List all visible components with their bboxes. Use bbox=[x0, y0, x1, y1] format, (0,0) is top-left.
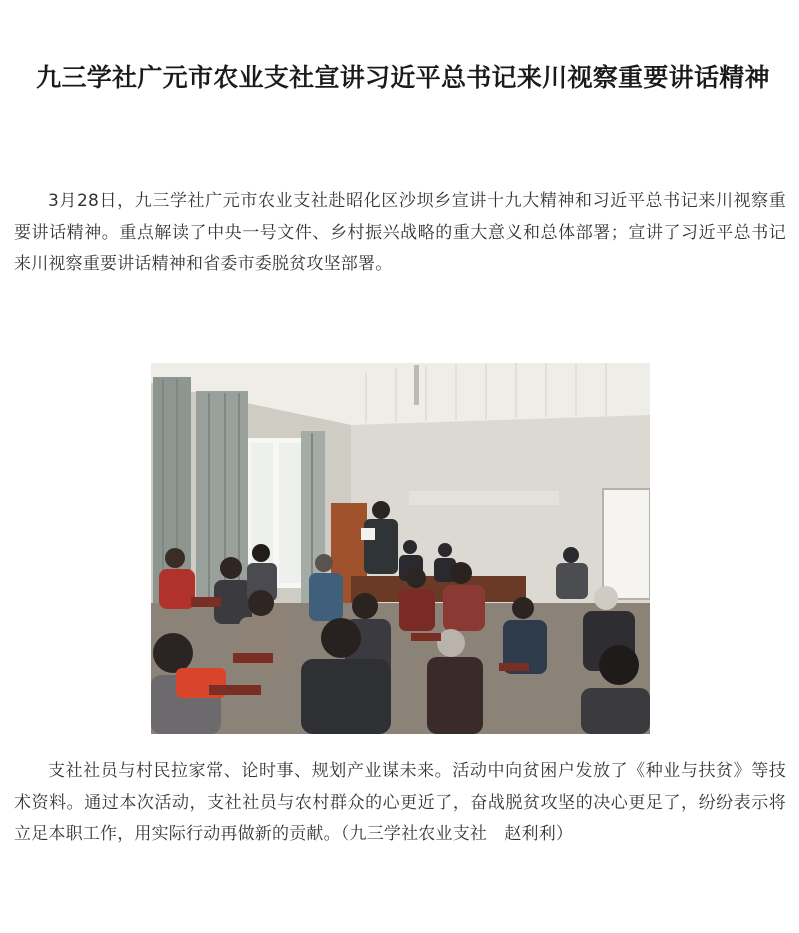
ceiling-fan bbox=[414, 365, 419, 405]
article-paragraph-2: 支社社员与村民拉家常、论时事、规划产业谋未来。活动中向贫困户发放了《种业与扶贫》等技术资料。通过本次活动，支社社员与农村群众的心更近了，奋战脱贫攻坚的决心更足了，纷纷表示将立足本职工作，用实际行动再做新的贡献。（九三学社农业支社 赵利利） bbox=[14, 761, 786, 844]
whiteboard bbox=[603, 489, 650, 599]
wall-banner bbox=[409, 491, 559, 505]
meeting-room-photo bbox=[151, 363, 650, 734]
article-paragraph-1: 3月28日，九三学社广元市农业支社赴昭化区沙坝乡宣讲十九大精神和习近平总书记来川视察重要讲话精神。重点解读了中央一号文件、乡村振兴战略的重大意义和总体部署；宣讲了习近平总书记来川视察重要讲话精神和省委市委脱贫攻坚部署。 bbox=[14, 191, 786, 274]
article-title: 九三学社广元市农业支社宣讲习近平总书记来川视察重要讲话精神 bbox=[36, 63, 770, 92]
